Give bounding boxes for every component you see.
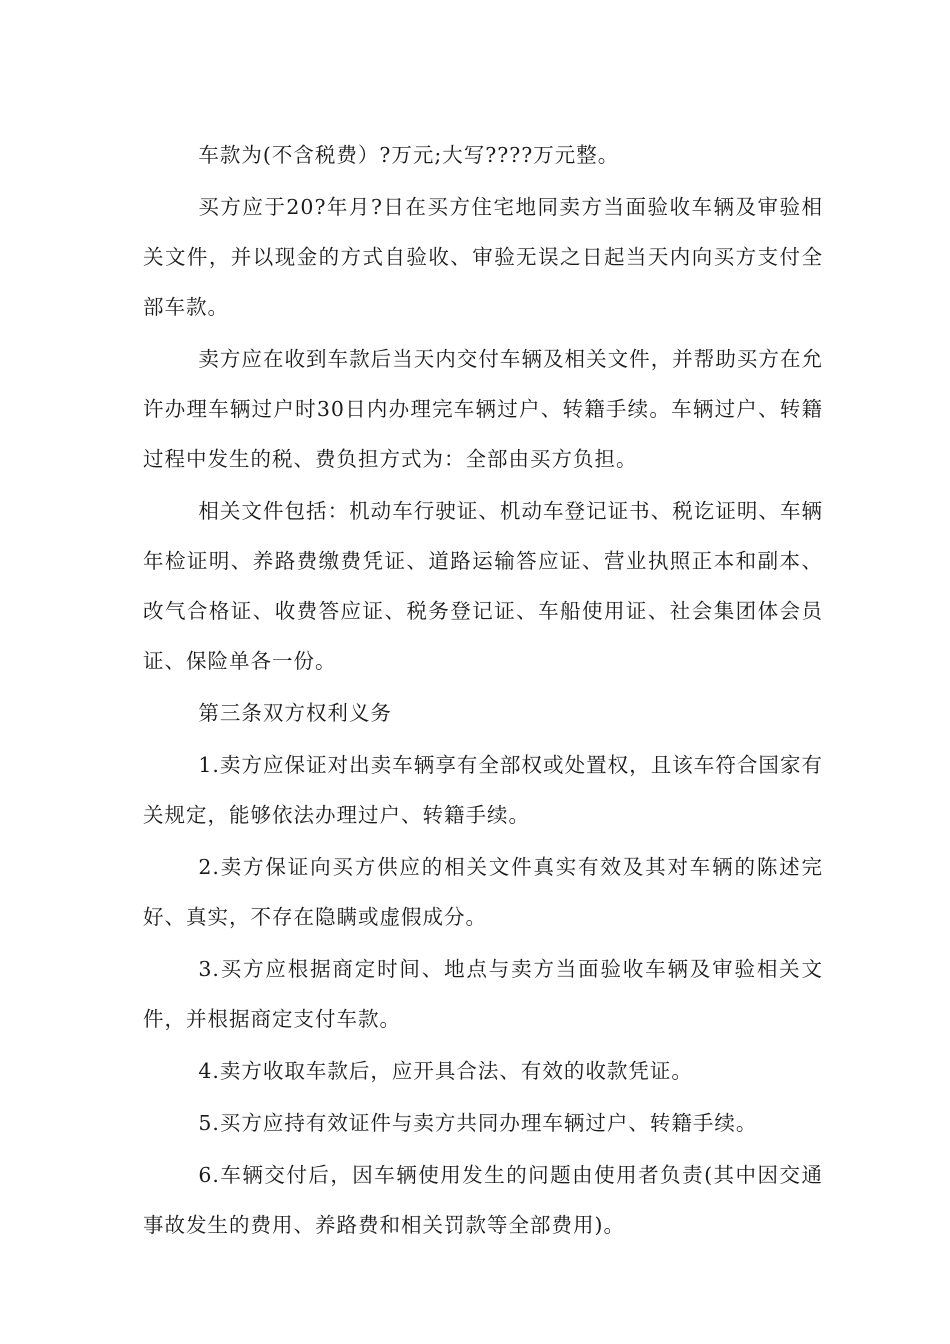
paragraph-price: 车款为(不含税费）?万元;大写????万元整。: [198, 143, 620, 167]
section-heading-article-3: 第三条双方权利义务: [198, 701, 392, 725]
list-item-5: 5.买方应持有效证件与卖方共同办理车辆过户、转籍手续。: [198, 1111, 758, 1135]
paragraph-inspection-payment: 买方应于20?年月?日在买方住宅地同卖方当面验收车辆及审验相关文件，并以现金的方式自验收、审验无误之日起当天内向买方支付全部车款。: [143, 195, 823, 319]
list-item-4: 4.卖方收取车款后，应开具合法、有效的收款凭证。: [198, 1059, 693, 1083]
paragraph-related-documents: 相关文件包括：机动车行驶证、机动车登记证书、税讫证明、车辆年检证明、养路费缴费凭证、道路运输答应证、营业执照正本和副本、改气合格证、收费答应证、税务登记证、车船使用证、社会集团体会员证、保险单各一份。: [143, 499, 823, 673]
list-item-1: 1.卖方应保证对出卖车辆享有全部权或处置权，且该车符合国家有关规定，能够依法办理过户、转籍手续。: [143, 753, 823, 827]
document-body: [143, 130, 823, 1252]
list-item-2: 2.卖方保证向买方供应的相关文件真实有效及其对车辆的陈述完好、真实，不存在隐瞒或虚假成分。: [143, 855, 823, 929]
paragraph-delivery-transfer: 卖方应在收到车款后当天内交付车辆及相关文件，并帮助买方在允许办理车辆过户时30日内办理完车辆过户、转籍手续。车辆过户、转籍过程中发生的税、费负担方式为：全部由买方负担。: [143, 347, 823, 471]
list-item-3: 3.买方应根据商定时间、地点与卖方当面验收车辆及审验相关文件，并根据商定支付车款。: [143, 957, 823, 1031]
list-item-6: 6.车辆交付后，因车辆使用发生的问题由使用者负责(其中因交通事故发生的费用、养路费和相关罚款等全部费用)。: [143, 1163, 823, 1237]
